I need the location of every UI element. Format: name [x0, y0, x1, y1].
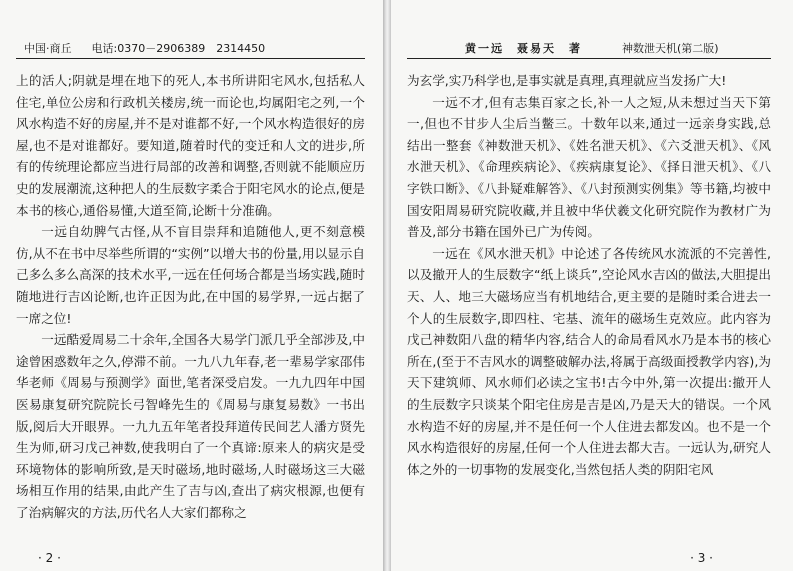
page-number: · 3 · — [690, 551, 713, 565]
paragraph: 一远不才,但有志集百家之长,补一人之短,从未想过当天下第一,但也不甘步人尘后当鳖三。十数年以来,通过一远亲身实践,总结出一整套《神数泄天机》、《姓名泄天机》、《六爻泄天机》、《风水泄天机》、《命理疾病论》、《疾病康复论》、《择日泄天机》、《八字铁口断》、《八卦疑难解答》、《八封预测实例集》等书籍,均被中国安阳周易研究院收藏,并且被中华伏羲文化研究院作为教材广为普及,部分书籍在国外已广为传阅。 — [407, 94, 771, 240]
left-running-header — [16, 34, 365, 56]
right-body-text — [407, 70, 771, 480]
page-number: · 2 · — [38, 551, 61, 565]
left-page — [0, 0, 385, 571]
header-location: 中国·商丘 — [24, 42, 72, 55]
paragraph: 上的活人;阴就是埋在地下的死人,本书所讲阳宅风水,包括私人住宅,单位公房和行政机关楼房,统一而论也,均属阳宅之列,一个风水构造不好的房屋,并不是对谁都不好,一个风水构造很好的房屋,也不是对谁都好。要知道,随着时代的变迁和人文的进步,所有的传统理论都应当进行局部的改善和调整,否则就不能顺应历史的发展潮流,这种把人的生辰数字柔合于阳宅风水的论点,便是本书的核心,通俗易懂,大道至简,论断十分准确。 — [16, 73, 365, 218]
header-rule — [16, 58, 365, 59]
paragraph: 一远酷爱周易二十余年,全国各大易学门派几乎全部涉及,中途曾困惑数年之久,停滞不前。一九八九年春,老一辈易学家邵伟华老师《周易与预测学》面世,笔者深受启发。一九九四年中国医易康复研究院院长弓智峰先生的《周易与康复易数》一书出版,阅后大开眼界。一九九五年笔者投拜道传民间艺人潘方贤先生为师,研习戊己神数,使我明白了一个真谛:原来人的病灾是受环境物体的影响所致,是天时磁场,地时磁场,人时磁场这三大磁场相互作用的结果,由此产生了吉与凶,查出了病灾根源,也便有了治病解灾的方法,历代名人大家们都称之 — [16, 332, 365, 520]
paragraph: 为玄学,实乃科学也,是事实就是真理,真理就应当发扬广大! — [407, 73, 727, 88]
right-running-header — [407, 34, 771, 56]
header-rule — [407, 58, 771, 59]
paragraph: 一远在《风水泄天机》中论述了各传统风水流派的不完善性,以及撤开人的生辰数字“纸上谈兵”,空论风水吉凶的做法,大胆提出天、人、地三大磁场应当有机地结合,更主要的是随时柔合进去一个人的生辰数字,即四柱、宅基、流年的磁场生克效应。此内容为戊己神数阳八盘的精华内容,结合人的命局看风水乃是本书的核心所在,(至于不吉风水的调整破解办法,将属于高级面授教学内容),为天下建筑师、风水师们必读之宝书!古今中外,第一次提出:撤开人的生辰数字只谈某个阳宅住房是吉是凶,乃是天大的错误。一个风水构造不好的房屋,并不是任何一个人住进去都发凶。也不是一个风水构造很好的房屋,任何一个人住进去都大吉。一远认为,研究人体之外的一切事物的发展变化,当然包括人类的阴阳宅风 — [407, 245, 771, 477]
paragraph: 一远自幼脾气古怪,从不盲目崇拜和追随他人,更不刻意模仿,从不在书中尽举些所谓的“实例”以增大书的份量,用以显示自己多么多么高深的技术水平,一远在任何场合都是当场实践,随时随地进行吉凶论断,也许正因为此,在中国的易学界,一远占据了一席之位! — [16, 224, 365, 326]
header-book-title: 神数泄天机(第二版) — [622, 42, 719, 55]
right-page — [385, 0, 793, 571]
header-phone: 电话:0370－2906389 2314450 — [91, 42, 266, 55]
book-gutter-shadow — [383, 0, 391, 571]
left-body-text — [16, 70, 365, 523]
header-authors: 黄一远 聂易天 著 — [465, 42, 582, 55]
